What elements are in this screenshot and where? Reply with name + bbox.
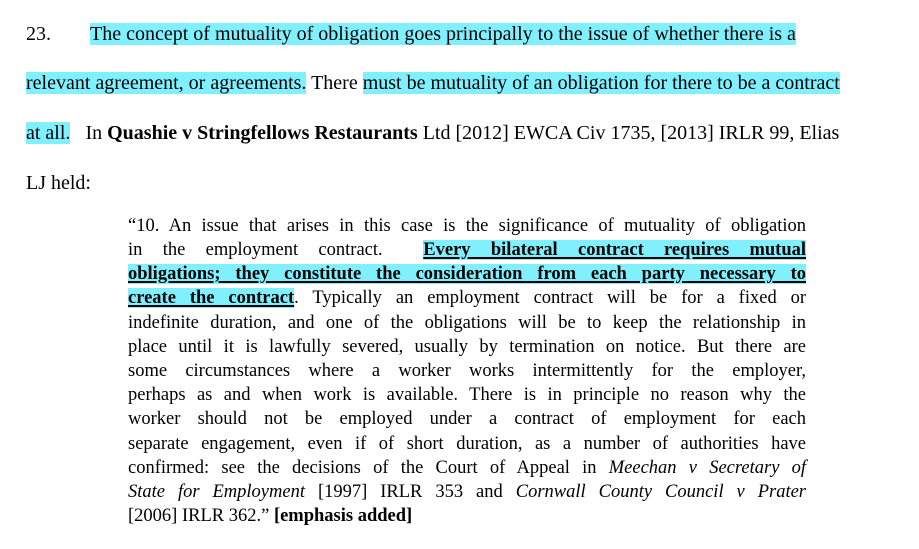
paragraph-number: 23. <box>26 23 51 45</box>
quote-line-11: confirmed: see the decisions of the Court of Appeal in Meechan v Secretary of <box>128 458 807 478</box>
quote-line-8: perhaps as and when work is available. There is in principle no reason why the <box>128 385 806 405</box>
quote-line-6: place until it is lawfully severed, usually by termination on notice. But there are <box>128 337 806 357</box>
quote-line-7: some circumstances where a worker works intermittently for the employer, <box>128 361 806 381</box>
case-citation: Ltd [2012] EWCA Civ 1735, [2013] IRLR 99, Elias <box>422 122 840 144</box>
quote-line-13: [2006] IRLR 362.” [emphasis added] <box>128 506 413 526</box>
quote-line-4: create the contract. Typically an employment contract will be for a fixed or <box>128 288 807 308</box>
case-name-italic: Meechan v Secretary of <box>608 458 807 478</box>
highlighted-text: at all. <box>26 122 71 144</box>
paragraph-line-4 <box>26 171 91 195</box>
body-text: In <box>85 122 103 144</box>
highlighted-text: relevant agreement, or agreements. <box>26 72 307 94</box>
emphasis-note: [emphasis added] <box>273 506 413 526</box>
paragraph-line-1 <box>26 22 796 46</box>
case-name-italic: Cornwall County Council v Prater <box>515 482 807 502</box>
body-text: There <box>311 72 358 94</box>
quote-line-12: State for Employment [1997] IRLR 353 and Cornwall County Council v Prater <box>128 482 807 502</box>
emphasized-text: obligations; they constitute the consideration from each party necessary to <box>128 264 806 284</box>
body-text: LJ held: <box>26 172 91 194</box>
quote-line-3 <box>128 262 806 286</box>
case-name: Quashie v Stringfellows Restaurants <box>107 122 418 144</box>
quote-line-1: “10. An issue that arises in this case is the significance of mutuality of obligation <box>128 216 806 236</box>
paragraph-line-3 <box>26 121 839 145</box>
emphasized-text: create the contract <box>128 288 295 308</box>
quote-line-10: separate engagement, even if of short duration, as a number of authorities have <box>128 434 806 454</box>
quote-line-2: in the employment contract. Every bilateral contract requires mutual <box>128 240 807 260</box>
emphasized-text: Every bilateral contract requires mutual <box>423 240 807 260</box>
case-name-italic: State for Employment <box>128 482 305 502</box>
highlighted-text: The concept of mutuality of obligation goes principally to the issue of whether there is a <box>90 23 796 45</box>
paragraph-line-2 <box>26 71 840 95</box>
highlighted-text: must be mutuality of an obligation for there to be a contract <box>362 72 840 94</box>
quote-line-9: worker should not be employed under a contract of employment for each <box>128 409 806 429</box>
quote-line-5: indefinite duration, and one of the obligations will be to keep the relationship in <box>128 313 806 333</box>
